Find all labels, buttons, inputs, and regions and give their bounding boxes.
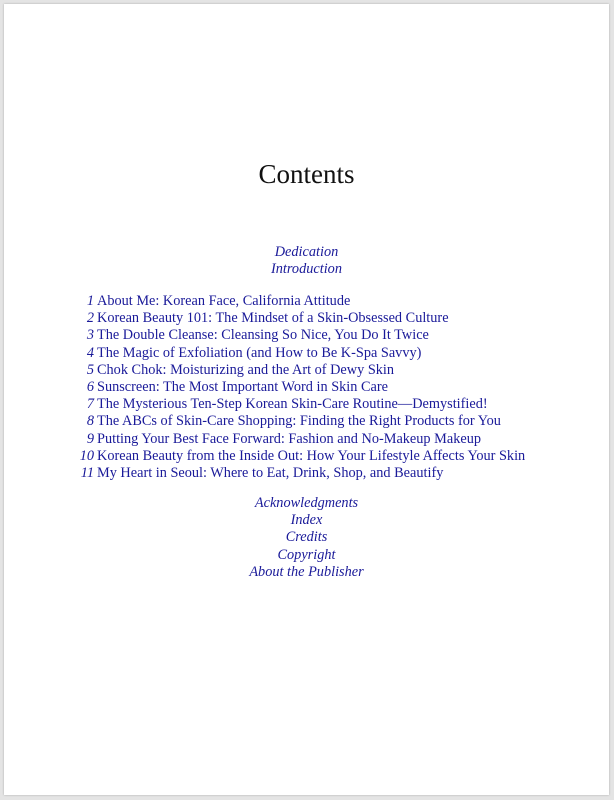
- link-about-the-publisher[interactable]: About the Publisher: [249, 563, 364, 580]
- document-page: [4, 4, 609, 795]
- chapter-link[interactable]: Korean Beauty 101: The Mindset of a Skin-Obsessed Culture: [97, 310, 449, 327]
- chapter-number: 2: [86, 310, 94, 327]
- link-dedication[interactable]: Dedication: [274, 244, 339, 260]
- chapter-list: [74, 293, 525, 482]
- chapter-link[interactable]: The Mysterious Ten-Step Korean Skin-Care Routine—Demystified!: [97, 396, 488, 413]
- chapter-number: 6: [86, 379, 94, 396]
- chapter-link[interactable]: Sunscreen: The Most Important Word in Skin Care: [97, 379, 388, 396]
- chapter-item: [74, 379, 525, 396]
- link-copyright[interactable]: Copyright: [277, 546, 336, 563]
- chapter-number: 8: [86, 413, 94, 430]
- chapter-number: 1: [86, 293, 94, 309]
- chapter-link[interactable]: Korean Beauty from the Inside Out: How Your Lifestyle Affects Your Skin: [97, 447, 526, 464]
- chapter-number: 9: [86, 430, 94, 447]
- chapter-number: 7: [86, 396, 94, 413]
- chapter-number: 11: [80, 465, 94, 482]
- chapter-item: [74, 396, 525, 413]
- chapter-item: [74, 327, 525, 344]
- chapter-number: 5: [86, 361, 94, 378]
- chapter-item: [74, 293, 525, 310]
- chapter-number: 10: [79, 447, 94, 464]
- chapter-link[interactable]: The Double Cleanse: Cleansing So Nice, You Do It Twice: [97, 327, 429, 344]
- chapter-number: 4: [86, 344, 94, 361]
- link-introduction[interactable]: Introduction: [271, 261, 342, 278]
- front-matter-links: [4, 244, 609, 278]
- chapter-link[interactable]: The ABCs of Skin-Care Shopping: Finding the Right Products for You: [97, 413, 501, 430]
- chapter-item: [74, 310, 525, 327]
- chapter-item: [74, 413, 525, 430]
- chapter-link[interactable]: Chok Chok: Moisturizing and the Art of Dewy Skin: [97, 361, 395, 378]
- chapter-link[interactable]: My Heart in Seoul: Where to Eat, Drink, Shop, and Beautify: [97, 465, 444, 482]
- chapter-item: [74, 345, 525, 362]
- page-title: Contents: [258, 159, 355, 189]
- chapter-item: [74, 448, 525, 465]
- chapter-link[interactable]: Putting Your Best Face Forward: Fashion and No-Makeup Makeup: [97, 430, 481, 447]
- chapter-link[interactable]: About Me: Korean Face, California Attitude: [97, 293, 351, 309]
- back-matter-links: [4, 495, 609, 581]
- link-index[interactable]: Index: [290, 512, 323, 529]
- chapter-number: 3: [86, 327, 94, 344]
- chapter-item: [74, 362, 525, 379]
- chapter-link[interactable]: The Magic of Exfoliation (and How to Be K-Spa Savvy): [97, 344, 422, 361]
- chapter-item: [74, 431, 525, 448]
- link-credits[interactable]: Credits: [285, 529, 328, 546]
- link-acknowledgments[interactable]: Acknowledgments: [254, 495, 359, 511]
- chapter-item: [74, 465, 525, 482]
